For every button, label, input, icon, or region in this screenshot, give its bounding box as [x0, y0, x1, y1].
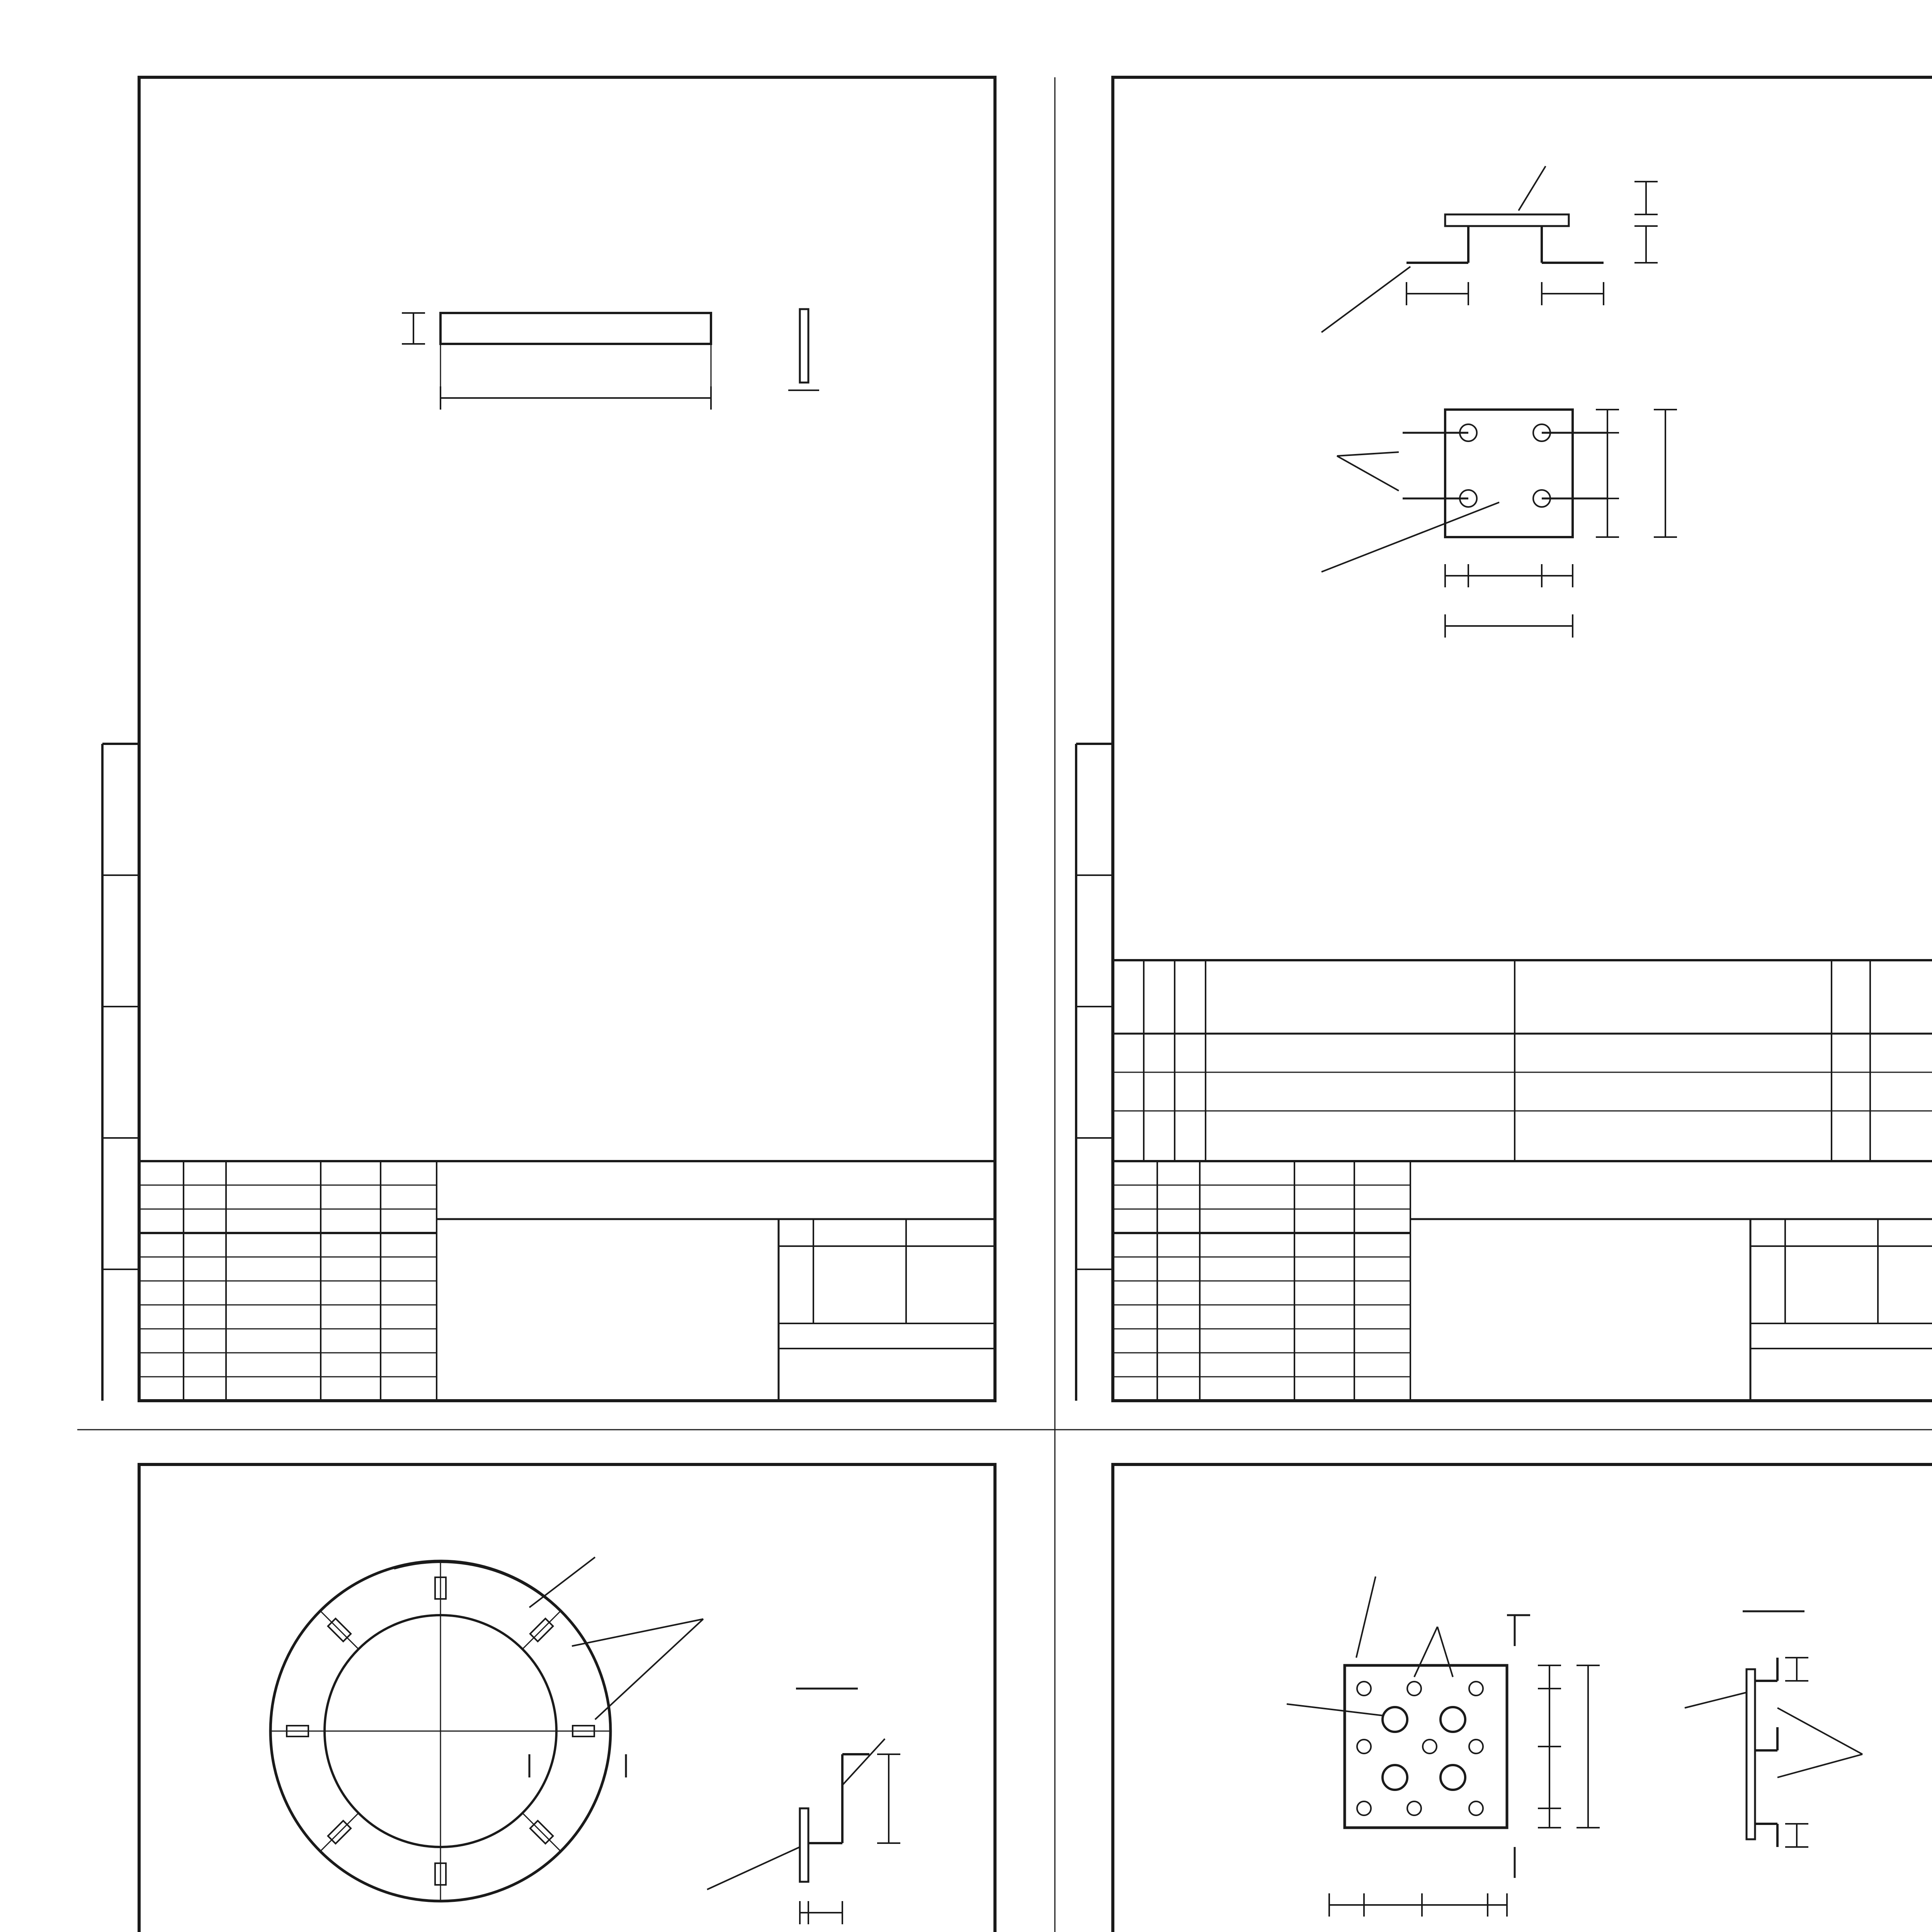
plate-section: [1747, 1669, 1755, 1839]
sheet-17: [1076, 1464, 1932, 1932]
leader-line: [1777, 1754, 1862, 1777]
leader-line: [1337, 452, 1399, 456]
mn14-drawing: [440, 309, 819, 410]
sheet-frame: [139, 1464, 995, 1932]
anchor-weld: [1357, 1801, 1371, 1815]
flat-bar-plan: [440, 313, 711, 344]
anchor-weld: [1469, 1682, 1483, 1696]
leader-line: [1685, 1692, 1747, 1708]
leader-line: [1337, 456, 1399, 491]
center-line: [320, 1813, 359, 1851]
center-line: [522, 1611, 561, 1649]
leader-line: [1437, 1627, 1453, 1677]
hole: [1440, 1707, 1465, 1732]
mn15-drawing: [1321, 166, 1607, 572]
hole: [1440, 1765, 1465, 1790]
leader-line: [1321, 267, 1410, 332]
leader-line: [595, 1619, 703, 1719]
sheet-15: [1076, 77, 1932, 1401]
anchor-weld: [1469, 1801, 1483, 1815]
sheet-frame: [1113, 1464, 1932, 1932]
plate-side: [1445, 214, 1569, 226]
leader-line: [842, 1739, 885, 1785]
leader-line: [572, 1619, 703, 1646]
center-line: [522, 1813, 561, 1851]
anchor-weld: [1407, 1682, 1421, 1696]
leader-line: [1356, 1577, 1376, 1658]
spec-table: [1113, 960, 1932, 1161]
flat-bar-section: [800, 309, 808, 383]
anchor-weld: [1357, 1682, 1371, 1696]
anchor-weld: [1423, 1740, 1437, 1753]
leader-line: [529, 1557, 595, 1607]
sheet-frame: [139, 77, 995, 1401]
leader-line: [1777, 1708, 1862, 1754]
mn16-drawing: [228, 1557, 992, 1932]
anchor-weld: [1407, 1801, 1421, 1815]
center-line: [320, 1611, 359, 1649]
hole: [1383, 1707, 1407, 1732]
mn17-drawing: [1163, 1577, 1927, 1932]
angle-arc: [394, 1562, 560, 1611]
leader-line: [1414, 1627, 1437, 1677]
sheet-frame: [1113, 77, 1932, 1401]
anchor-weld: [1469, 1740, 1483, 1753]
anchor-weld: [1357, 1740, 1371, 1753]
plate-plan: [1445, 410, 1573, 537]
leader-line: [1519, 166, 1546, 211]
sheet-14: [102, 77, 995, 1401]
plate-section: [800, 1808, 808, 1882]
hole: [1383, 1765, 1407, 1790]
leader-line: [1287, 1704, 1383, 1716]
leader-line: [707, 1847, 800, 1889]
